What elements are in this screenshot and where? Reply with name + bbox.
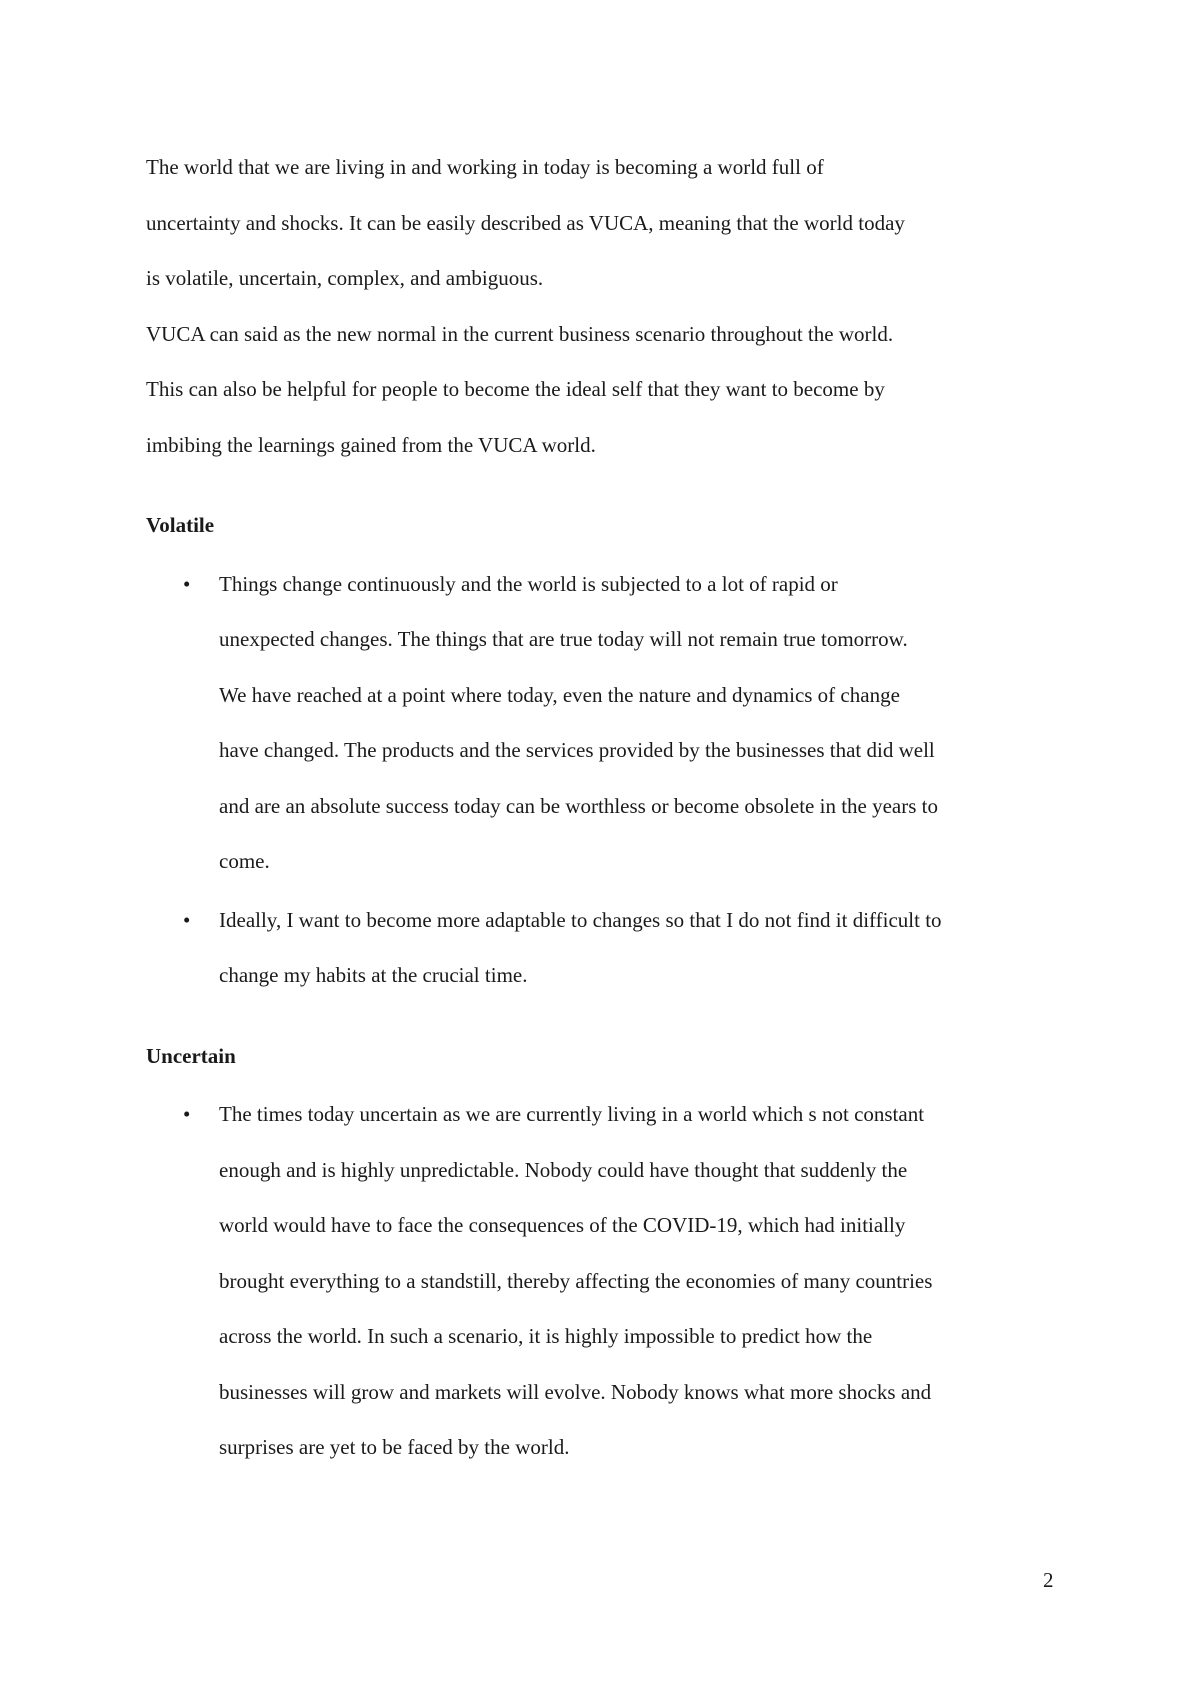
page-body xyxy=(146,140,1076,1476)
text-line: The times today uncertain as we are currently living in a world which s not constant xyxy=(219,1102,925,1126)
text-line: imbibing the learnings gained from the VUCA world. xyxy=(146,432,596,457)
page-number: 2 xyxy=(1043,1568,1054,1592)
text-line: come. xyxy=(219,849,270,873)
text-line: world would have to face the consequences of the COVID-19, which had initially xyxy=(219,1213,906,1237)
section-heading: Volatile xyxy=(146,513,215,537)
bullet-list xyxy=(146,1087,1076,1476)
text-line: surprises are yet to be faced by the world. xyxy=(219,1435,570,1459)
text-line: is volatile, uncertain, complex, and ambiguous. xyxy=(146,266,544,290)
text-line: businesses will grow and markets will evolve. Nobody knows what more shocks and xyxy=(219,1379,932,1404)
section-uncertain xyxy=(146,1029,1076,1476)
list-item xyxy=(146,1087,1076,1476)
text-line: Things change continuously and the world is subjected to a lot of rapid or xyxy=(219,571,838,596)
text-line: uncertainty and shocks. It can be easily described as VUCA, meaning that the world today xyxy=(146,210,905,235)
text-line: The world that we are living in and working in today is becoming a world full of xyxy=(146,155,824,179)
bullet-icon: • xyxy=(183,907,191,932)
bullet-icon: • xyxy=(183,571,191,596)
text-line: This can also be helpful for people to become the ideal self that they want to become by xyxy=(146,377,885,401)
bullet-icon: • xyxy=(183,1102,191,1126)
intro-paragraph xyxy=(146,140,1076,473)
text-line: and are an absolute success today can be worthless or become obsolete in the years to xyxy=(219,793,939,818)
text-line: brought everything to a standstill, thereby affecting the economies of many countries xyxy=(219,1268,933,1293)
text-line: VUCA can said as the new normal in the current business scenario throughout the world. xyxy=(146,321,894,346)
text-line: enough and is highly unpredictable. Nobody could have thought that suddenly the xyxy=(219,1157,908,1182)
list-item xyxy=(146,557,1076,890)
text-line: change my habits at the crucial time. xyxy=(219,963,528,987)
text-line: unexpected changes. The things that are true today will not remain true tomorrow. xyxy=(219,627,908,651)
section-heading: Uncertain xyxy=(146,1043,236,1068)
text-line: have changed. The products and the services provided by the businesses that did well xyxy=(219,738,935,762)
text-line: We have reached at a point where today, even the nature and dynamics of change xyxy=(219,682,900,707)
bullet-list xyxy=(146,557,1076,1004)
text-line: across the world. In such a scenario, it is highly impossible to predict how the xyxy=(219,1324,873,1348)
section-volatile xyxy=(146,498,1076,1004)
list-item xyxy=(146,893,1076,1004)
text-line: Ideally, I want to become more adaptable to changes so that I do not find it difficult to xyxy=(219,907,942,932)
